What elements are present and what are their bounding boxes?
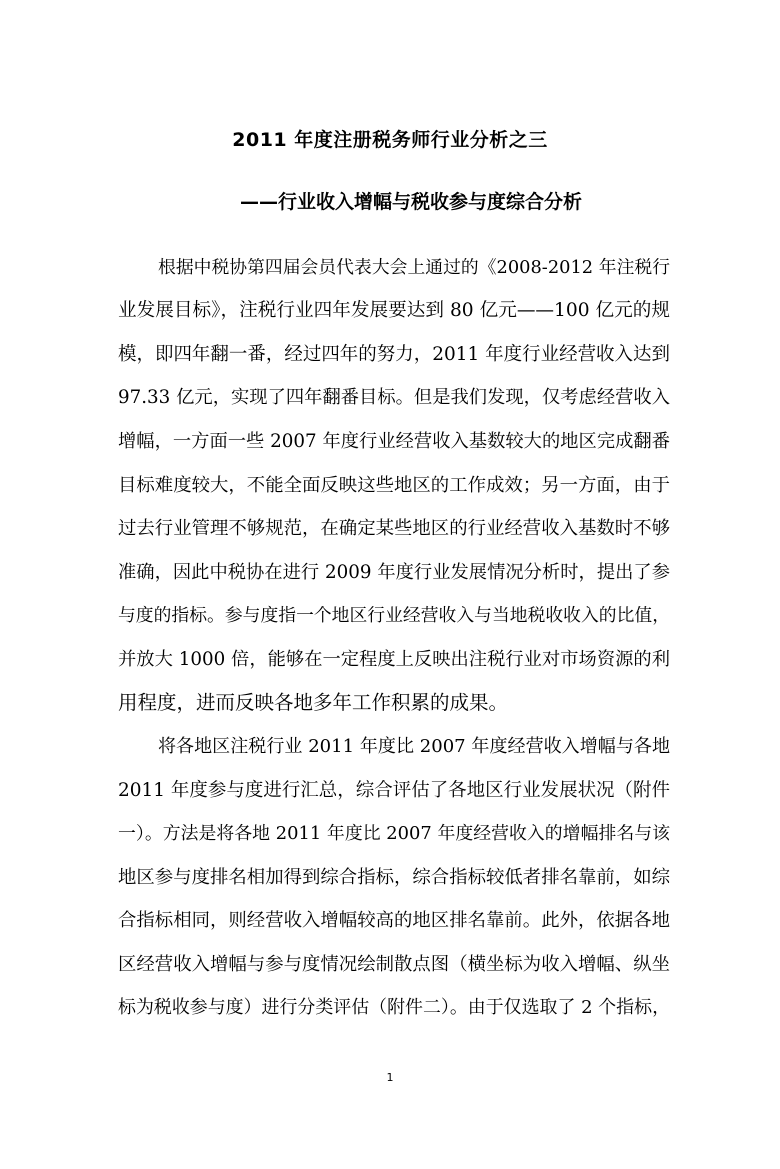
paragraph-1-line-8: 准确，因此中税协在进行 2009 年度行业发展情况分析时，提出了参: [118, 562, 670, 583]
paragraph-1-line-7: 过去行业管理不够规范，在确定某些地区的行业经营收入基数时不够: [118, 518, 670, 539]
paragraph-2-line-6: 区经营收入增幅与参与度情况绘制散点图（横坐标为收入增幅、纵坐: [118, 954, 670, 975]
paragraph-1-line-4: 97.33 亿元，实现了四年翻番目标。但是我们发现，仅考虑经营收入: [118, 387, 670, 408]
paragraph-1-line-6: 目标难度较大，不能全面反映这些地区的工作成效；另一方面，由于: [118, 475, 670, 496]
paragraph-1-line-2: 业发展目标》，注税行业四年发展要达到 80 亿元——100 亿元的规: [118, 300, 670, 321]
paragraph-1-line-5: 增幅，一方面一些 2007 年度行业经营收入基数较大的地区完成翻番: [118, 431, 670, 452]
document-title: 2011 年度注册税务师行业分析之三: [232, 129, 548, 151]
paragraph-1-line-11: 用程度，进而反映各地多年工作积累的成果。: [118, 691, 509, 714]
paragraph-2-line-7: 标为税收参与度）进行分类评估（附件二）。由于仅选取了 2 个指标，: [118, 997, 670, 1018]
paragraph-2-line-3: 一）。方法是将各地 2011 年度比 2007 年度经营收入的增幅排名与该: [118, 823, 670, 844]
paragraph-1-line-9: 与度的指标。参与度指一个地区行业经营收入与当地税收收入的比值，: [118, 605, 670, 626]
paragraph-2-line-4: 地区参与度排名相加得到综合指标，综合指标较低者排名靠前，如综: [118, 867, 670, 888]
page-number: 1: [386, 1071, 394, 1084]
paragraph-2-line-5: 合指标相同，则经营收入增幅较高的地区排名靠前。此外，依据各地: [118, 910, 670, 931]
paragraph-2-line-2: 2011 年度参与度进行汇总，综合评估了各地区行业发展状况（附件: [118, 780, 670, 801]
document-subtitle: ——行业收入增幅与税收参与度综合分析: [240, 191, 583, 213]
paragraph-1-line-1: 根据中税协第四届会员代表大会上通过的《2008-2012 年注税行: [158, 257, 670, 278]
paragraph-1-line-10: 并放大 1000 倍，能够在一定程度上反映出注税行业对市场资源的利: [118, 649, 670, 670]
paragraph-1-line-3: 模，即四年翻一番，经过四年的努力，2011 年度行业经营收入达到: [118, 344, 670, 365]
paragraph-2-line-1: 将各地区注税行业 2011 年度比 2007 年度经营收入增幅与各地: [158, 736, 670, 757]
